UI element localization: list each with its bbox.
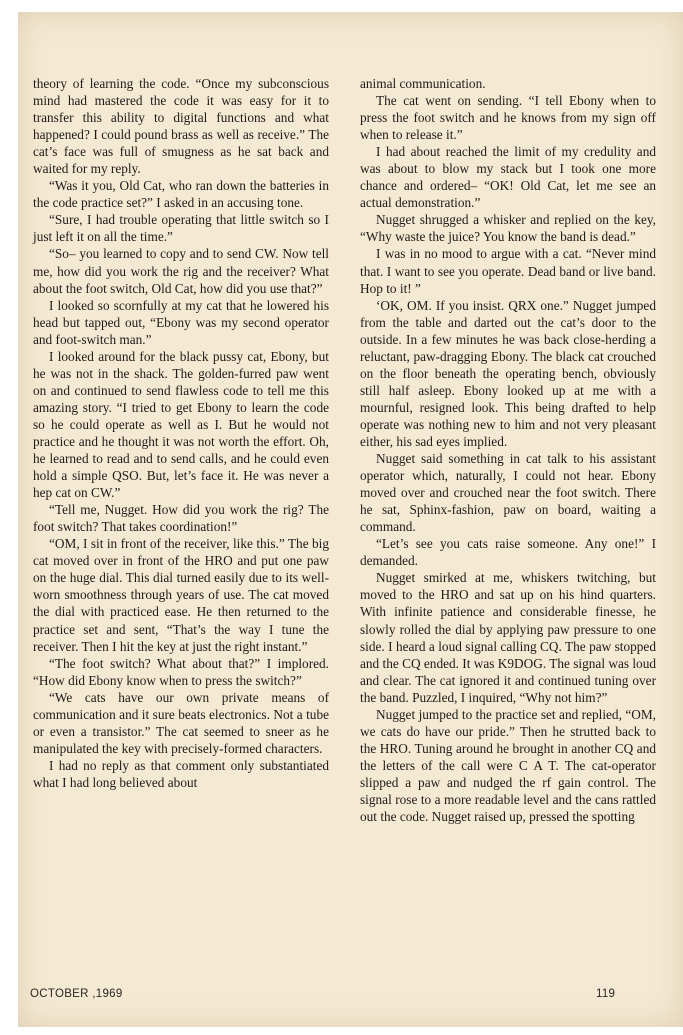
paragraph: “Sure, I had trouble operating that little switch so I just left it on all the time.” [33, 212, 329, 245]
paragraph: Nugget jumped to the practice set and replied, “OM, we cats do have our pride.” Then he strutted back to the HRO. Tuning around he brought in another CQ and the letters of the call were C A T. The cat-operator slipped a paw and nudged the rf gain control. The signal rose to a more readable level and the cans rattled out the code. Nugget raised up, pressed the spotting [360, 706, 656, 825]
left-column [33, 75, 329, 791]
paragraph: “Was it you, Old Cat, who ran down the batteries in the code practice set?” I asked in an accusing tone. [33, 178, 329, 211]
paragraph: “So– you learned to copy and to send CW. Now tell me, how did you work the rig and the receiver? What about the foot switch, Old Cat, how did you use that?” [33, 246, 329, 296]
right-column [360, 75, 656, 825]
paragraph: animal communication. [360, 76, 486, 91]
paragraph: I looked around for the black pussy cat, Ebony, but he was not in the shack. The golden-furred paw went on and continued to send flawless code to tell me this amazing story. “I tried to get Ebony to learn the code so he could operate as well as I. But he would not practice and he thought it was not worth the effort. Oh, he learned to read and to send calls, and he could even hold a simple QSO. But, let’s face it. He was never a hep cat on CW.” [33, 348, 329, 501]
paragraph: Nugget smirked at me, whiskers twitching, but moved to the HRO and sat up on his hind quarters. With infinite patience and considerable finesse, he slowly rolled the dial by applying paw pressure to one side. I heard a loud signal calling CQ. The paw stopped and the CQ ended. It was K9DOG. The signal was loud and clear. The cat ignored it and continued tuning over the band. Puzzled, I inquired, “Why not him?” [360, 570, 656, 705]
paragraph: “Tell me, Nugget. How did you work the rig? The foot switch? That takes coordination!” [33, 502, 329, 535]
paragraph: I was in no mood to argue with a cat. “Never mind that. I want to see you operate. Dead band or live band. Hop to it! ” [360, 246, 656, 296]
magazine-page [18, 12, 683, 1027]
paragraph: “OM, I sit in front of the receiver, like this.” The big cat moved over in front of the HRO and put one paw on the huge dial. This dial turned easily due to its well-worn smoothness through years of use. The cat moved the dial with practiced ease. He then returned to the practice set and sent, “That’s the way I tune the receiver. Then I hit the key at just the right instant.” [33, 536, 329, 654]
paragraph: Nugget said something in cat talk to his assistant operator which, naturally, I could not hear. Ebony moved over and crouched near the foot switch. There he sat, Sphinx-fashion, paw on board, waiting a command. [360, 451, 656, 535]
paragraph: I looked so scornfully at my cat that he lowered his head but tapped out, “Ebony was my second operator and foot-switch man.” [33, 297, 329, 347]
issue-date: OCTOBER ,1969 [30, 988, 123, 1000]
paragraph: I had about reached the limit of my credulity and was about to blow my stack but I took one more chance and ordered– “OK! Old Cat, let me see an actual demonstration.” [360, 144, 656, 211]
paragraph: ‘OK, OM. If you insist. QRX one.” Nugget jumped from the table and darted out the cat’s door to the outside. In a few minutes he was back close-herding a reluctant, paw-dragging Ebony. The black cat crouched on the floor beneath the operating bench, obviously still half asleep. Ebony looked up at me with a mournful, resigned look. This being drafted to help operate was nothing new to him and not very pleasant either, his sad eyes implied. [360, 297, 656, 449]
page-number: 119 [596, 988, 616, 1000]
paragraph: “Let’s see you cats raise someone. Any one!” I demanded. [360, 536, 656, 569]
paragraph: “We cats have our own private means of communication and it sure beats electronics. Not a tube or even a transistor.” The cat seemed to sneer as he manipulated the key with precisely-formed characters. [33, 689, 329, 756]
paragraph: I had no reply as that comment only substantiated what I had long believed about [33, 757, 329, 790]
paragraph: Nugget shrugged a whisker and replied on the key, “Why waste the juice? You know the band is dead.” [360, 212, 656, 245]
paragraph: theory of learning the code. “Once my subconscious mind had mastered the code it was easy for it to transfer this ability to digital functions and what happened? I could pound brass as well as receive.” The cat’s face was full of smugness as he sat back and waited for my reply. [33, 76, 329, 177]
paragraph: “The foot switch? What about that?” I implored. “How did Ebony know when to press the switch?” [33, 655, 329, 688]
paragraph: The cat went on sending. “I tell Ebony when to press the foot switch and he knows from my sign off when to release it.” [360, 93, 656, 143]
